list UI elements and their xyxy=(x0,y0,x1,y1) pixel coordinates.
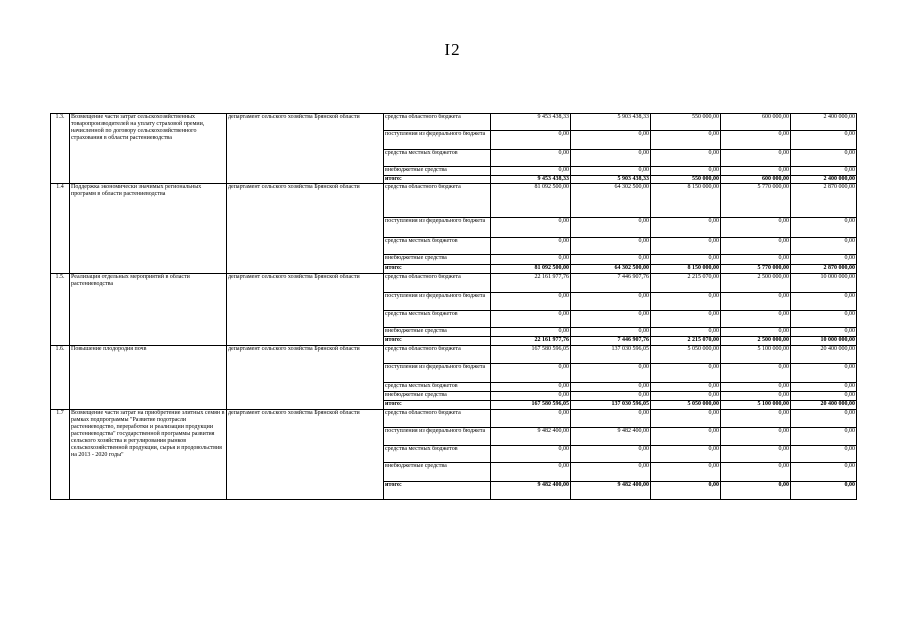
total-value: 9 453 438,33 xyxy=(491,176,571,184)
funding-source: итого: xyxy=(384,337,491,346)
year-1-value: 0,00 xyxy=(571,446,651,463)
year-4-value: 0,00 xyxy=(791,446,857,463)
table-row xyxy=(51,274,857,293)
year-3-value: 0,00 xyxy=(721,131,791,150)
year-1-value: 5 903 438,33 xyxy=(571,176,651,184)
table-row xyxy=(51,114,857,131)
year-2-value: 0,00 xyxy=(651,392,721,401)
year-4-value: 2 870 000,00 xyxy=(791,265,857,274)
budget-table xyxy=(50,113,857,500)
funding-source: итого: xyxy=(384,176,491,184)
year-4-value: 0,00 xyxy=(791,293,857,311)
executor-name: департамент сельского хозяйства Брянской области xyxy=(227,274,384,346)
row-index: 1.4 xyxy=(51,184,70,274)
year-4-value: 2 870 000,00 xyxy=(791,184,857,218)
year-2-value: 0,00 xyxy=(651,293,721,311)
total-value: 0,00 xyxy=(491,238,571,255)
year-3-value: 0,00 xyxy=(721,218,791,238)
total-value: 167 580 596,05 xyxy=(491,401,571,410)
year-4-value: 10 000 000,00 xyxy=(791,274,857,293)
year-1-value: 137 030 596,05 xyxy=(571,401,651,410)
year-3-value: 0,00 xyxy=(721,150,791,167)
funding-source: средства местных бюджетов xyxy=(384,383,491,392)
year-2-value: 0,00 xyxy=(651,428,721,446)
total-value: 0,00 xyxy=(491,311,571,328)
year-4-value: 0,00 xyxy=(791,311,857,328)
executor-name: департамент сельского хозяйства Брянской области xyxy=(227,184,384,274)
funding-source: средства местных бюджетов xyxy=(384,150,491,167)
year-1-value: 0,00 xyxy=(571,392,651,401)
year-1-value: 0,00 xyxy=(571,383,651,392)
total-value: 9 482 400,00 xyxy=(491,428,571,446)
funding-source: средства областного бюджета xyxy=(384,410,491,428)
total-value: 0,00 xyxy=(491,167,571,176)
year-1-value: 0,00 xyxy=(571,293,651,311)
year-2-value: 2 215 070,00 xyxy=(651,337,721,346)
year-1-value: 0,00 xyxy=(571,328,651,337)
year-1-value: 0,00 xyxy=(571,238,651,255)
total-value: 0,00 xyxy=(491,328,571,337)
measure-name: Поддержка экономически значимых региональных программ в области растениеводства xyxy=(70,184,227,274)
year-3-value: 600 000,00 xyxy=(721,176,791,184)
year-2-value: 0,00 xyxy=(651,383,721,392)
funding-source: средства местных бюджетов xyxy=(384,446,491,463)
total-value: 0,00 xyxy=(491,293,571,311)
year-4-value: 20 400 000,00 xyxy=(791,401,857,410)
year-3-value: 5 770 000,00 xyxy=(721,265,791,274)
year-3-value: 5 770 000,00 xyxy=(721,184,791,218)
total-value: 0,00 xyxy=(491,131,571,150)
year-4-value: 0,00 xyxy=(791,131,857,150)
funding-source: средства областного бюджета xyxy=(384,184,491,218)
total-value: 0,00 xyxy=(491,218,571,238)
total-value: 0,00 xyxy=(491,392,571,401)
measure-name: Возмещение части затрат сельскохозяйственных товаропроизводителей на уплату страховой премии, начисленной по договору сельскохозяйственного страхования в области растениеводства xyxy=(70,114,227,184)
measure-name: Возмещение части затрат на приобретение элитных семян в рамках подпрограммы "Развитие подотрасли растениеводство, переработки и реализации продукции растениеводства" государственной программы развития сельского хозяйства и регулирования рынков сельскохозяйственной продукции, сырья и продовольствия на 2013 - 2020 годы" xyxy=(70,410,227,500)
year-3-value: 0,00 xyxy=(721,311,791,328)
year-2-value: 8 150 000,00 xyxy=(651,184,721,218)
executor-name: департамент сельского хозяйства Брянской области xyxy=(227,410,384,500)
year-4-value: 0,00 xyxy=(791,328,857,337)
funding-source: средства областного бюджета xyxy=(384,274,491,293)
table-row xyxy=(51,410,857,428)
year-3-value: 0,00 xyxy=(721,238,791,255)
year-4-value: 0,00 xyxy=(791,392,857,401)
funding-source: поступления из федерального бюджета xyxy=(384,364,491,383)
year-3-value: 0,00 xyxy=(721,392,791,401)
year-2-value: 0,00 xyxy=(651,167,721,176)
year-3-value: 0,00 xyxy=(721,482,791,500)
year-3-value: 0,00 xyxy=(721,255,791,265)
total-value: 0,00 xyxy=(491,364,571,383)
funding-source: итого: xyxy=(384,482,491,500)
year-4-value: 0,00 xyxy=(791,410,857,428)
year-4-value: 2 400 000,00 xyxy=(791,114,857,131)
year-4-value: 0,00 xyxy=(791,463,857,482)
total-value: 0,00 xyxy=(491,255,571,265)
year-2-value: 0,00 xyxy=(651,410,721,428)
funding-source: средства местных бюджетов xyxy=(384,311,491,328)
year-4-value: 0,00 xyxy=(791,428,857,446)
year-3-value: 0,00 xyxy=(721,446,791,463)
funding-source: итого: xyxy=(384,401,491,410)
year-4-value: 0,00 xyxy=(791,238,857,255)
year-1-value: 64 302 500,00 xyxy=(571,184,651,218)
year-2-value: 0,00 xyxy=(651,446,721,463)
total-value: 81 092 500,00 xyxy=(491,265,571,274)
year-2-value: 550 000,00 xyxy=(651,114,721,131)
year-2-value: 0,00 xyxy=(651,150,721,167)
year-1-value: 0,00 xyxy=(571,167,651,176)
year-4-value: 0,00 xyxy=(791,255,857,265)
total-value: 0,00 xyxy=(491,446,571,463)
year-2-value: 0,00 xyxy=(651,131,721,150)
funding-source: поступления из федерального бюджета xyxy=(384,293,491,311)
table-row xyxy=(51,184,857,218)
year-1-value: 0,00 xyxy=(571,255,651,265)
year-4-value: 20 400 000,00 xyxy=(791,346,857,364)
year-1-value: 0,00 xyxy=(571,463,651,482)
year-2-value: 0,00 xyxy=(651,328,721,337)
year-1-value: 9 482 400,00 xyxy=(571,428,651,446)
funding-source: поступления из федерального бюджета xyxy=(384,131,491,150)
total-value: 0,00 xyxy=(491,463,571,482)
row-index: 1.6. xyxy=(51,346,70,410)
year-1-value: 5 903 438,33 xyxy=(571,114,651,131)
funding-source: средства областного бюджета xyxy=(384,114,491,131)
funding-source: поступления из федерального бюджета xyxy=(384,428,491,446)
total-value: 0,00 xyxy=(491,150,571,167)
year-3-value: 5 100 000,00 xyxy=(721,346,791,364)
executor-name: департамент сельского хозяйства Брянской области xyxy=(227,114,384,184)
year-1-value: 9 482 400,00 xyxy=(571,482,651,500)
funding-source: внебюджетные средства xyxy=(384,392,491,401)
year-2-value: 5 050 000,00 xyxy=(651,346,721,364)
row-index: 1.3. xyxy=(51,114,70,184)
year-2-value: 0,00 xyxy=(651,238,721,255)
page-number: I2 xyxy=(444,40,461,59)
year-1-value: 0,00 xyxy=(571,311,651,328)
total-value: 81 092 500,00 xyxy=(491,184,571,218)
year-1-value: 7 446 907,76 xyxy=(571,274,651,293)
funding-source: внебюджетные средства xyxy=(384,255,491,265)
year-1-value: 64 302 500,00 xyxy=(571,265,651,274)
total-value: 22 161 977,76 xyxy=(491,337,571,346)
year-2-value: 550 000,00 xyxy=(651,176,721,184)
year-2-value: 0,00 xyxy=(651,482,721,500)
total-value: 167 580 596,05 xyxy=(491,346,571,364)
year-3-value: 0,00 xyxy=(721,364,791,383)
year-3-value: 0,00 xyxy=(721,293,791,311)
year-2-value: 0,00 xyxy=(651,218,721,238)
row-index: 1.5. xyxy=(51,274,70,346)
year-2-value: 8 150 000,00 xyxy=(651,265,721,274)
year-4-value: 0,00 xyxy=(791,167,857,176)
year-1-value: 7 446 907,76 xyxy=(571,337,651,346)
year-3-value: 0,00 xyxy=(721,167,791,176)
total-value: 0,00 xyxy=(491,410,571,428)
year-1-value: 0,00 xyxy=(571,410,651,428)
year-4-value: 2 400 000,00 xyxy=(791,176,857,184)
year-3-value: 0,00 xyxy=(721,383,791,392)
year-3-value: 0,00 xyxy=(721,463,791,482)
row-index: 1.7 xyxy=(51,410,70,500)
year-3-value: 2 500 000,00 xyxy=(721,274,791,293)
funding-source: внебюджетные средства xyxy=(384,328,491,337)
year-4-value: 10 000 000,00 xyxy=(791,337,857,346)
year-3-value: 2 500 000,00 xyxy=(721,337,791,346)
year-1-value: 0,00 xyxy=(571,131,651,150)
year-1-value: 0,00 xyxy=(571,364,651,383)
funding-source: итого: xyxy=(384,265,491,274)
funding-source: средства местных бюджетов xyxy=(384,238,491,255)
year-2-value: 0,00 xyxy=(651,364,721,383)
funding-source: средства областного бюджета xyxy=(384,346,491,364)
year-1-value: 0,00 xyxy=(571,150,651,167)
year-4-value: 0,00 xyxy=(791,482,857,500)
total-value: 9 482 400,00 xyxy=(491,482,571,500)
measure-name: Реализация отдельных мероприятий в области растениеводства xyxy=(70,274,227,346)
year-2-value: 0,00 xyxy=(651,255,721,265)
funding-source: внебюджетные средства xyxy=(384,167,491,176)
year-1-value: 137 030 596,05 xyxy=(571,346,651,364)
table-row xyxy=(51,346,857,364)
year-3-value: 0,00 xyxy=(721,328,791,337)
year-4-value: 0,00 xyxy=(791,383,857,392)
year-3-value: 600 000,00 xyxy=(721,114,791,131)
year-4-value: 0,00 xyxy=(791,218,857,238)
year-3-value: 0,00 xyxy=(721,428,791,446)
measure-name: Повышение плодородия почв xyxy=(70,346,227,410)
funding-source: поступления из федерального бюджета xyxy=(384,218,491,238)
year-2-value: 0,00 xyxy=(651,311,721,328)
funding-source: внебюджетные средства xyxy=(384,463,491,482)
year-3-value: 0,00 xyxy=(721,410,791,428)
year-2-value: 5 050 000,00 xyxy=(651,401,721,410)
total-value: 9 453 438,33 xyxy=(491,114,571,131)
year-4-value: 0,00 xyxy=(791,150,857,167)
year-2-value: 2 215 070,00 xyxy=(651,274,721,293)
year-3-value: 5 100 000,00 xyxy=(721,401,791,410)
executor-name: департамент сельского хозяйства Брянской области xyxy=(227,346,384,410)
year-1-value: 0,00 xyxy=(571,218,651,238)
year-4-value: 0,00 xyxy=(791,364,857,383)
total-value: 22 161 977,76 xyxy=(491,274,571,293)
year-2-value: 0,00 xyxy=(651,463,721,482)
total-value: 0,00 xyxy=(491,383,571,392)
